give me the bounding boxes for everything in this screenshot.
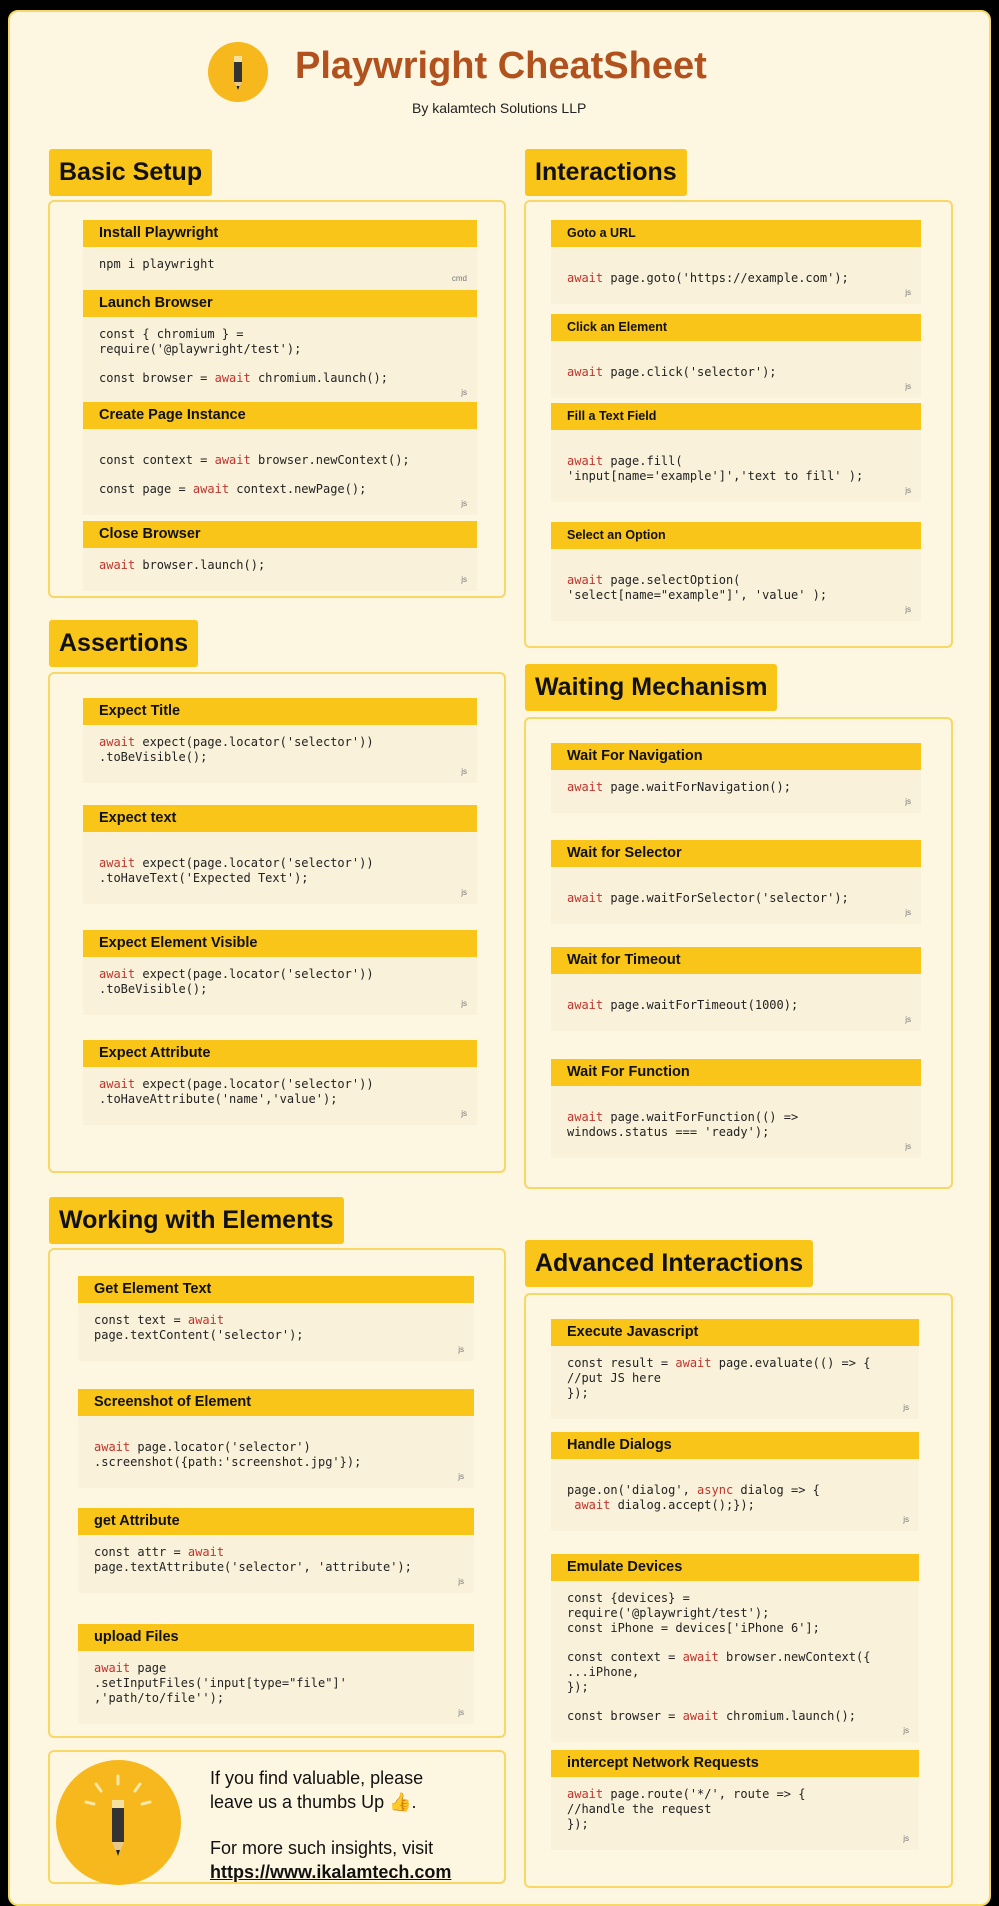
code-block (83, 548, 477, 591)
section-working-with-elements: Working with Elements (49, 1197, 344, 1244)
card-title: Wait For Function (551, 1059, 921, 1086)
code-spacer (99, 439, 461, 453)
page-subtitle: By kalamtech Solutions LLP (412, 100, 587, 116)
code-line: const attr = await (94, 1545, 225, 1559)
language-label: js (461, 767, 467, 776)
code-block (83, 1067, 477, 1125)
code-line: }); (567, 1680, 589, 1694)
code-line: .setInputFiles('input[type="file"]' (94, 1676, 347, 1690)
card-click-element (551, 314, 921, 398)
card-emulate-devices (551, 1554, 919, 1742)
language-label: js (458, 1708, 464, 1717)
code-block (551, 549, 921, 621)
card-title: Expect Element Visible (83, 930, 477, 957)
code-line: //put JS here (567, 1371, 661, 1385)
language-label: js (461, 1109, 467, 1118)
code-block (83, 725, 477, 783)
card-screenshot-of-element (78, 1389, 474, 1488)
code-line: await expect(page.locator('selector')) (99, 856, 374, 870)
language-label: js (461, 888, 467, 897)
code-line: const browser = await chromium.launch(); (99, 371, 388, 385)
code-line: const { chromium } = (99, 327, 244, 341)
card-title: upload Files (78, 1624, 474, 1651)
code-spacer (567, 440, 905, 454)
code-line: ,'path/to/file''); (94, 1691, 225, 1705)
language-label: js (905, 486, 911, 495)
section-interactions: Interactions (525, 149, 687, 196)
code-line: const iPhone = devices['iPhone 6']; (567, 1621, 820, 1635)
card-title: Wait for Selector (551, 840, 921, 867)
language-label: cmd (451, 274, 467, 283)
language-label: js (905, 605, 911, 614)
code-block (83, 247, 477, 290)
language-label: js (905, 1142, 911, 1151)
language-label: js (903, 1834, 909, 1843)
language-label: js (458, 1472, 464, 1481)
card-title: intercept Network Requests (551, 1750, 919, 1777)
card-title: Create Page Instance (83, 402, 477, 429)
code-block (551, 1777, 919, 1850)
card-install-playwright (83, 220, 477, 290)
code-line: page.on('dialog', async dialog => { (567, 1483, 820, 1497)
card-title: get Attribute (78, 1508, 474, 1535)
language-label: js (905, 288, 911, 297)
code-line: const context = await browser.newContext({ (567, 1650, 871, 1664)
code-line: .screenshot({path:'screenshot.jpg'}); (94, 1455, 362, 1469)
code-line: 'select[name="example"]', 'value' ); (567, 588, 828, 602)
card-create-page-instance (83, 402, 477, 515)
code-line: .toHaveAttribute('name','value'); (99, 1092, 338, 1106)
card-title: Expect Title (83, 698, 477, 725)
code-block (551, 1086, 921, 1158)
code-line: }); (567, 1386, 589, 1400)
footer-line-1: If you find valuable, please (210, 1768, 424, 1788)
code-line: const context = await browser.newContext(); (99, 453, 410, 467)
code-spacer (567, 984, 905, 998)
language-label: js (903, 1726, 909, 1735)
card-expect-text (83, 805, 477, 904)
card-launch-browser (83, 290, 477, 404)
language-label: js (903, 1515, 909, 1524)
code-spacer (567, 1469, 903, 1483)
code-line: page.textContent('selector'); (94, 1328, 304, 1342)
code-block (83, 957, 477, 1015)
code-block (78, 1416, 474, 1488)
code-line: await page.goto('https://example.com'); (567, 271, 849, 285)
card-handle-dialogs (551, 1432, 919, 1531)
code-block (551, 867, 921, 924)
code-line: await page.waitForNavigation(); (567, 780, 791, 794)
code-block (551, 1459, 919, 1531)
card-expect-title (83, 698, 477, 783)
card-title: Expect Attribute (83, 1040, 477, 1067)
code-line: require('@playwright/test'); (567, 1606, 770, 1620)
code-line: await page.locator('selector') (94, 1440, 311, 1454)
code-block (551, 430, 921, 502)
code-line: const result = await page.evaluate(() => { (567, 1356, 871, 1370)
code-line: page.textAttribute('selector', 'attribute'); (94, 1560, 412, 1574)
code-line: await dialog.accept();}); (574, 1498, 755, 1512)
card-upload-files (78, 1624, 474, 1724)
code-line: const text = await (94, 1313, 225, 1327)
card-wait-for-timeout (551, 947, 921, 1031)
code-block (551, 1581, 919, 1742)
code-block (83, 317, 477, 404)
code-spacer (99, 468, 461, 482)
card-title: Launch Browser (83, 290, 477, 317)
card-wait-for-navigation (551, 743, 921, 813)
code-line: .toBeVisible(); (99, 750, 208, 764)
pencil-logo-icon (208, 42, 268, 102)
code-block (551, 341, 921, 398)
code-spacer (567, 1096, 905, 1110)
top-bar (0, 0, 999, 10)
card-title: Select an Option (551, 522, 921, 549)
code-block (551, 974, 921, 1031)
code-line: const page = await context.newPage(); (99, 482, 367, 496)
code-line: await browser.launch(); (99, 558, 266, 572)
code-line: await page.click('selector'); (567, 365, 777, 379)
code-line: windows.status === 'ready'); (567, 1125, 770, 1139)
code-spacer (99, 357, 461, 371)
code-line: await page.selectOption( (567, 573, 741, 587)
card-select-option (551, 522, 921, 621)
card-title: Execute Javascript (551, 1319, 919, 1346)
card-title: Screenshot of Element (78, 1389, 474, 1416)
section-assertions: Assertions (49, 620, 198, 667)
code-line: }); (567, 1817, 589, 1831)
code-line: await page.fill( (567, 454, 683, 468)
code-line: .toBeVisible(); (99, 982, 208, 996)
card-title: Wait for Timeout (551, 947, 921, 974)
code-block (78, 1535, 474, 1593)
code-spacer (567, 877, 905, 891)
footer-line-2-text: leave us a thumbs Up (210, 1792, 385, 1812)
code-block (551, 770, 921, 813)
section-waiting-mechanism: Waiting Mechanism (525, 664, 777, 711)
section-advanced-interactions: Advanced Interactions (525, 1240, 813, 1287)
code-line: 'input[name='example']','text to fill' ); (567, 469, 864, 483)
language-label: js (461, 499, 467, 508)
code-line: await page.route('*/', route => { (567, 1787, 806, 1801)
card-fill-text-field (551, 403, 921, 502)
code-spacer (567, 559, 905, 573)
code-line: .toHaveText('Expected Text'); (99, 871, 309, 885)
card-title: Wait For Navigation (551, 743, 921, 770)
card-wait-for-function (551, 1059, 921, 1158)
card-execute-javascript (551, 1319, 919, 1419)
code-line: await page.waitForTimeout(1000); (567, 998, 799, 1012)
card-get-attribute (78, 1508, 474, 1593)
card-title: Install Playwright (83, 220, 477, 247)
footer-text (210, 1766, 451, 1884)
code-line: await page.waitForSelector('selector'); (567, 891, 849, 905)
code-block (78, 1303, 474, 1361)
card-expect-attribute (83, 1040, 477, 1125)
code-line: require('@playwright/test'); (99, 342, 302, 356)
card-close-browser (83, 521, 477, 591)
card-wait-for-selector (551, 840, 921, 924)
code-block (83, 429, 477, 515)
code-line: await expect(page.locator('selector')) (99, 735, 374, 749)
code-line: const {devices} = (567, 1591, 690, 1605)
language-label: js (458, 1345, 464, 1354)
code-line: await expect(page.locator('selector')) (99, 967, 374, 981)
card-expect-element-visible (83, 930, 477, 1015)
card-title: Close Browser (83, 521, 477, 548)
card-title: Emulate Devices (551, 1554, 919, 1581)
code-spacer (567, 1636, 903, 1650)
code-line: await page.waitForFunction(() => (567, 1110, 799, 1124)
footer-line-3: For more such insights, visit (210, 1838, 434, 1858)
language-label: js (461, 388, 467, 397)
section-basic-setup: Basic Setup (49, 149, 212, 196)
footer-line-2: leave us a thumbs Up 👍. (210, 1792, 417, 1812)
language-label: js (461, 999, 467, 1008)
lightbulb-pencil-icon (56, 1760, 181, 1885)
code-block (78, 1651, 474, 1724)
code-spacer (567, 257, 905, 271)
code-line: const browser = await chromium.launch(); (567, 1709, 856, 1723)
language-label: js (905, 908, 911, 917)
code-line: //handle the request (567, 1802, 712, 1816)
language-label: js (458, 1577, 464, 1586)
card-title: Fill a Text Field (551, 403, 921, 430)
code-spacer (94, 1426, 458, 1440)
language-label: js (905, 382, 911, 391)
language-label: js (903, 1403, 909, 1412)
card-goto-url (551, 220, 921, 304)
card-title: Expect text (83, 805, 477, 832)
card-title: Handle Dialogs (551, 1432, 919, 1459)
code-line: await page (94, 1661, 167, 1675)
code-block (83, 832, 477, 904)
page-title: Playwright CheatSheet (295, 45, 707, 87)
card-intercept-network-requests (551, 1750, 919, 1850)
card-title: Click an Element (551, 314, 921, 341)
language-label: js (905, 1015, 911, 1024)
code-line: await expect(page.locator('selector')) (99, 1077, 374, 1091)
code-block (551, 247, 921, 304)
card-title: Get Element Text (78, 1276, 474, 1303)
language-label: js (905, 797, 911, 806)
thumbs-up-icon: 👍 (389, 1792, 412, 1812)
card-get-element-text (78, 1276, 474, 1361)
website-link[interactable]: https://www.ikalamtech.com (210, 1862, 452, 1882)
card-title: Goto a URL (551, 220, 921, 247)
code-line: ...iPhone, (567, 1665, 640, 1679)
code-line: npm i playwright (99, 257, 215, 271)
code-block (551, 1346, 919, 1419)
code-spacer (567, 351, 905, 365)
code-spacer (567, 1695, 903, 1709)
language-label: js (461, 575, 467, 584)
footer-callout (48, 1750, 506, 1884)
code-spacer (99, 842, 461, 856)
